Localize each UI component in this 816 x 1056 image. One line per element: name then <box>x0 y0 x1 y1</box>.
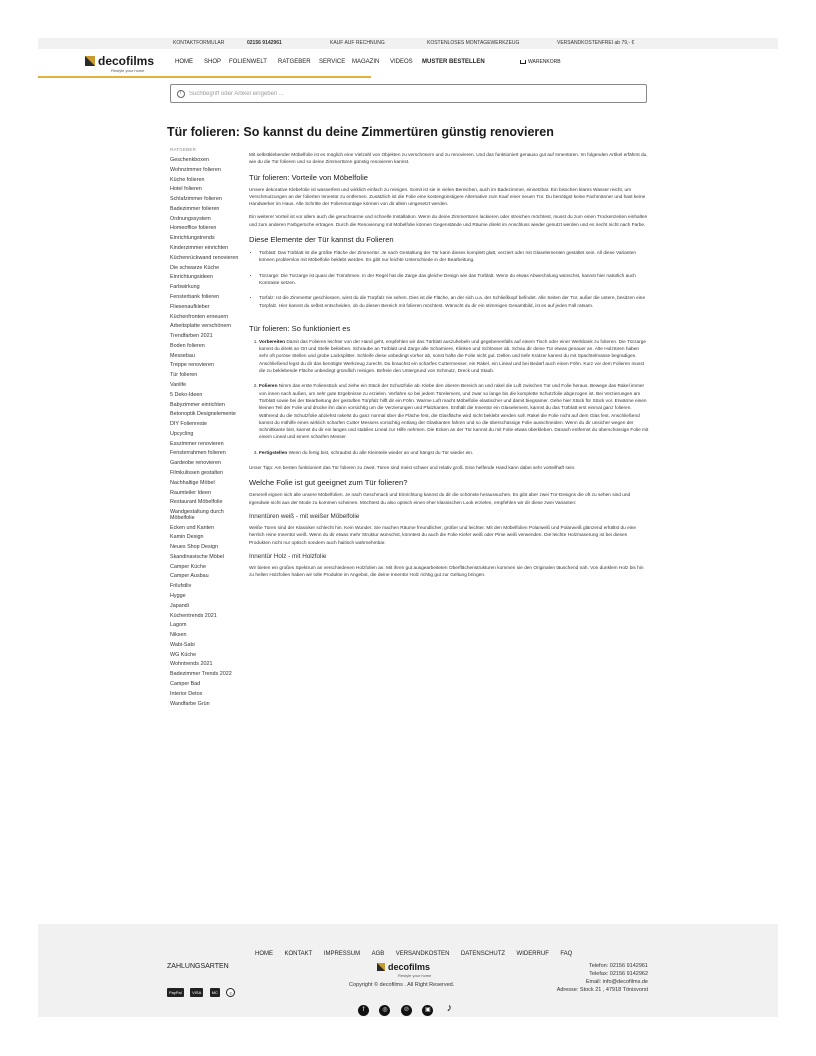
top-info-bar <box>38 38 778 49</box>
page-title: Tür folieren: So kannst du deine Zimmertüren günstig renovieren <box>167 125 554 139</box>
steps-list <box>259 339 649 457</box>
heading-elemente: Diese Elemente der Tür kannst du Folieren <box>249 235 394 245</box>
footer-link-versandkosten[interactable]: VERSANDKOSTEN <box>395 951 450 957</box>
sidebar-item[interactable]: Tür folieren <box>170 372 198 379</box>
sidebar-item[interactable]: Wandfarbe Grün <box>170 700 210 707</box>
sidebar-item[interactable]: Filmkulissen gestalten <box>170 470 224 476</box>
sidebar-item[interactable]: Küchentrends 2021 <box>170 612 217 619</box>
paragraph: Weiße Türen sind der Klassiker schlecht hin. Kein Wunder. Sie machen Räume freundlicher, größer und leichter. Mit den Möbelfolien Polarweiß und Polarweiß glänzend erhältst du eine herrlich reine Innentür weiß. Wenn du dir etwas mehr Struktur wünschst, könntest du auch die Folie Kiefer weiß oder Pinie weiß verwenden. Die leichte Holzmaserung ist bei diesen Produkten nicht nur optisch sondern auch haitisch wahrnehmbar. <box>249 525 637 546</box>
contact-form-link[interactable]: KONTAKTFORMULAR <box>173 40 225 46</box>
sidebar-item[interactable]: Upcycling <box>170 430 194 437</box>
nav-service[interactable]: SERVICE <box>319 59 346 65</box>
heading-weiss: Innentüren weiß - mit weißer Möbelfolie <box>249 512 360 520</box>
sidebar-item[interactable]: Einrichtungsideen <box>170 274 213 281</box>
invoice-info: KAUF AUF RECHNUNG <box>330 40 385 46</box>
sidebar-item[interactable]: Frilufstliv <box>170 583 192 590</box>
footer-link-widerruf[interactable]: WIDERRUF <box>516 951 549 957</box>
site-footer <box>38 924 778 1017</box>
sidebar-item[interactable]: Raumteiler Ideen <box>170 489 212 496</box>
site-logo[interactable]: decofilms Restyle your home <box>85 54 165 74</box>
nav-magazin[interactable]: MAGAZIN <box>352 59 380 65</box>
sidebar-item[interactable]: Vanlife <box>170 381 187 388</box>
copyright: Copyright © decofilms . All Right Reserved. <box>349 982 455 988</box>
sidebar-item[interactable]: 5 Deko-Ideen <box>170 391 203 398</box>
visa-icon: VISA <box>192 990 202 996</box>
footer-links <box>255 942 579 960</box>
cart-link[interactable]: WARENKORB <box>520 59 561 65</box>
sidebar-item[interactable]: Wabi-Sabi <box>170 641 195 648</box>
sidebar-item[interactable]: Geschenkboxen <box>170 157 209 163</box>
paragraph: Wir bieten ein großes Spektrum an verschiedenen Holzfolien an. Mit ihren gut ausgearbeiteten Oberflächenstrukturen kommen sie den Originalen täuschend nah. Von dunklem Holz bis hin zu hellen Holzfolien haben wir tolle Produkte im Angebot, die deine Innentür Holz richtig gut zur Geltung bringen. <box>249 565 644 579</box>
payment-title: ZAHLUNGSARTEN <box>167 963 229 970</box>
paragraph: Ein weiterer Vorteil ist vor allem auch die geruchsarme und schnelle Installation. Wenn du deine Zimmertüren lackieren oder streichen möchtest, musst du zum einen Trockenzeiten einhalten und zum anderen Farbgerüche ertragen. Durch die Renovierung mit Möbelfolie können Gegenstände und Räume direkt im Anschluss wieder genutzt werden und es riecht nicht nach Farbe. <box>249 215 648 228</box>
sidebar <box>170 147 240 711</box>
heading-funktion: Tür folieren: So funktioniert es <box>249 323 351 333</box>
sidebar-item[interactable]: Kinderzimmer einrichten <box>170 245 229 252</box>
sidebar-item[interactable]: Fensterbank folieren <box>170 293 220 300</box>
footer-address: Adresse: Stock 21 , 47918 Tönisvorst <box>556 987 648 993</box>
paragraph: Unsere dekorative Klebefolie ist wasserfest und wirklich einfach zu reinigen. Somit ist sie in vielen Bereichen, auch im Badezimmer, einsetzbar. Ein bisschen klares Wasser reicht, um Verschmutzungen an der folierten Innentür zu entfernen. Zusätzlich ist die Folie eine kostengünstigere Alternative zum Kauf einer neuen Tür. Du benötigst keine Fachmänner und hast keine Handwerker im Haus. Alle Schritte der Folienmontage können von dir allein umgesetzt werden. <box>249 187 646 208</box>
footer-link-kontakt[interactable]: KONTAKT <box>284 951 313 957</box>
sidebar-item[interactable]: Ordnungssystem <box>170 215 211 222</box>
sidebar-item[interactable]: Neues Shop Design <box>170 544 218 551</box>
social-links <box>358 998 461 1016</box>
sidebar-item[interactable]: Nachhaltige Möbel <box>170 479 215 486</box>
footer-email[interactable]: Email: info@decofilms.de <box>585 979 648 985</box>
sidebar-item[interactable]: Homeoffice folieren <box>170 225 217 232</box>
sidebar-item[interactable]: Küchenrückwand renovieren <box>170 254 239 261</box>
sidebar-item[interactable]: Gardeobe renovieren <box>170 460 221 467</box>
footer-link-faq[interactable]: FAQ <box>560 951 573 957</box>
sidebar-item[interactable]: DIY Folienreste <box>170 421 208 428</box>
list-item: 2. Folieren Nimm das erste Folienstück und ziehe ein Stück der Schutzfolie ab. Klebe den oberen Bereich an und rakel die Luft zwischen Tür und Folie heraus. Bewege das Rakel immer von innen nach außen, um sehr gute Ergebnisse zu erzielen. Verfahre so bei jedem Türelement, und zwar so lange bis die komplette Schutzfolie abgezogen ist. Bei Verzierungen am Türblatt sowie bei der Bearbeitung der gestuften Türpfalz hilft dir ein Föhn. Warme Luft macht Möbelfolie elastischer und damit biegsamer. Gehe hier Stück für Stück vor. Erwärme einen kleinen Teil der Folie und drücke ihn dann vorsichtig um die Verzierungen und Pfalzkanten. Enthält die Innentür ein Glaselement, kannst du das Türblatt erst einmal ganz folieren. Während du die Schutzfolie abziehst rakelst du ganz normal über die Fläche fest, die Glasfläche wird nicht beklebt werden soll. Rakel die Folie nicht auf dem Glas fest. Anschließend kannst du mithilfe eines wirklich scharfen Cutter Messers vorsichtig entlang der Glaskanten fahren und so die überschüssige Folie ausschneiden. Wenn du dir unsicher wegen der Schnittkante bist, kannst du dir ein langes und stabiles Lineal zur Hilfe nehmen. Die Ecken an der Tür kannst du mit Folie etwas überkleben. Danach entfernst du überschüssige Folie mit einem Lineal und einem scharfen Messer. <box>259 383 649 441</box>
search-input[interactable] <box>189 88 629 100</box>
mastercard-icon: MC <box>211 990 218 996</box>
heading-holz: Innentür Holz - mit Holzfolie <box>249 552 327 560</box>
header-accent-line <box>38 76 371 78</box>
sidebar-item[interactable]: Camper Ausbau <box>170 573 209 580</box>
sidebar-item[interactable]: Camper Bad <box>170 681 201 687</box>
sidebar-item[interactable]: Niksen <box>170 632 187 639</box>
list-item: • Türblatt: Das Türblatt ist die größte Fläche der Zimmertür. Je nach Gestaltung der Tür kann dieses komplett glatt, verziert oder mit Glaselementen gestaltet sein. All diese Varianten können problemlos mit Möbelfolie beklebt werden. Es gibt nur leichte Unterschiede in der Bearbeitung. <box>259 250 649 265</box>
other-payment-icon: © <box>226 988 235 997</box>
nav-shop[interactable]: SHOP <box>204 59 222 65</box>
sidebar-item[interactable]: Betonoptik Designelemente <box>170 411 236 418</box>
sidebar-item[interactable]: Fensterrahmen folieren <box>170 450 226 457</box>
list-item: 3. Fertigstellen Wenn du fertig bist, schraubst du alle Kleinteile wieder an und hängst du Tür wieder ein. <box>259 450 649 457</box>
cart-icon <box>520 60 526 64</box>
list-item: • Türfalz: Ist die Zimmertür geschlossen, wirst du die Türpfalz nie sehen. Dies ist die Fläche, an der sich u.a. der Schließkopf befindet. Alle Seiten der Tür, außer die untere, besitzen eine Türpfalz. Hier kannst du selbst entscheiden, ob du diesen Bereich mit folieren möchtest. Wünscht du dir ein stimmiges Gesamtbild, ist es auf jeden Fall ratsam. <box>259 295 649 310</box>
top-phone: 02156 9142961 <box>247 40 282 46</box>
nav-ratgeber[interactable]: RATGEBER <box>278 59 311 65</box>
footer-phone: Telefon: 02156 9142961 <box>588 963 648 969</box>
logo-mark-icon <box>377 963 385 971</box>
sidebar-list <box>170 158 240 707</box>
sidebar-item[interactable]: Badezimmer folieren <box>170 205 220 212</box>
sidebar-item[interactable]: Schlafzimmer folieren <box>170 196 222 203</box>
facebook-icon[interactable]: f <box>358 1005 369 1016</box>
nav-folienwelt[interactable]: FOLIENWELT <box>229 59 267 65</box>
paypal-icon: PayPal <box>169 990 182 996</box>
tip-paragraph: Unser Tipp: Am besten funktioniert das Tür folieren zu zweit. Türen sind meist schwer und relativ groß. Eine helfende Hand kann dabei sehr vorteilhaft sein. <box>249 466 576 472</box>
sidebar-item[interactable]: Hotel folieren <box>170 186 202 193</box>
nav-videos[interactable]: VIDEOS <box>390 59 413 65</box>
article-content <box>249 152 649 585</box>
shipping-info: VERSANDKOSTENFREI ab 79,- € <box>557 40 635 46</box>
sidebar-item[interactable]: Einrichtungstrends <box>170 235 215 242</box>
sidebar-item[interactable]: Hygge <box>170 592 186 599</box>
sidebar-heading: RATGEBER <box>170 147 197 152</box>
sidebar-item[interactable]: Interior Detox <box>170 690 203 697</box>
logo-mark-icon <box>85 56 95 66</box>
footer-link-home[interactable]: HOME <box>255 951 273 957</box>
footer-link-impressum[interactable]: IMPRESSUM <box>323 951 361 957</box>
sidebar-item[interactable]: Arbeitsplatte verschönern <box>170 323 232 330</box>
heading-welche: Welche Folie ist gut geeignet zum Tür folieren? <box>249 478 408 488</box>
sidebar-item[interactable]: Küche folieren <box>170 176 205 183</box>
sidebar-item[interactable]: Küchenfronten erneuern <box>170 313 229 320</box>
pinterest-icon[interactable]: ℗ <box>401 1005 412 1016</box>
sidebar-item[interactable]: Babyzimmer einrichten <box>170 401 225 408</box>
footer-link-agb[interactable]: AGB <box>371 951 385 957</box>
elements-list <box>259 250 649 310</box>
tool-info: KOSTENLOSES MONTAGEWERKZEUG <box>427 40 520 46</box>
sidebar-item[interactable]: Treppe renovieren <box>170 362 214 369</box>
sidebar-item[interactable]: Farbwirkung <box>170 284 200 291</box>
sidebar-item[interactable]: Badezimmer Trends 2022 <box>170 671 232 678</box>
heading-vorteile: Tür folieren: Vorteile von Möbelfolie <box>249 172 369 182</box>
sidebar-item[interactable]: Skandinavische Möbel <box>170 553 224 560</box>
sidebar-item[interactable]: Wohnzimmer folieren <box>170 166 221 173</box>
instagram-icon[interactable]: ◎ <box>379 1005 390 1016</box>
footer-contact <box>557 962 648 994</box>
sidebar-item[interactable]: Camper Küche <box>170 563 206 570</box>
sidebar-item[interactable]: Esszimmer renovieren <box>170 440 224 447</box>
sidebar-item[interactable]: Kamin Design <box>170 534 204 541</box>
sidebar-item[interactable]: Japandi <box>170 602 189 609</box>
sidebar-item[interactable]: Trendfarben 2021 <box>170 333 213 340</box>
sidebar-item[interactable]: Fliesenaufkleber <box>170 303 210 310</box>
paragraph: Generell eignen sich alle unsere Möbelfolien. Je nach Geschmack und Einrichtung kannst du dir die schönste heraussuchen. Es gibt aber zwei Tür-Designs die oft zu sehen sind und irgendwie nicht aus der Mode zu kommen scheinen. Möchtest du also optisch einen eher klassischen Look erzielen, empfehlen wir dir diese zwei Varianten: <box>249 493 631 506</box>
nav-muster-bestellen[interactable]: MUSTER BESTELLEN <box>422 59 485 65</box>
info-icon <box>177 90 185 98</box>
search-box <box>170 84 647 103</box>
youtube-icon[interactable]: ▣ <box>422 1005 433 1016</box>
sidebar-item[interactable]: Wandgestaltung durch Möbelfolie <box>170 509 224 521</box>
list-item: • Türzarge: Die Türzarge ist quasi der Türrahmen. In der Regel hat die Zarge das gleiche Design wie das Türblatt. Wenn du etwas Abwechslung wünschst, kannst hier natürlich auch Kontraste setzen. <box>259 273 649 288</box>
footer-logo[interactable]: decofilms Restyle your home <box>377 962 447 980</box>
sidebar-item[interactable]: WG Küche <box>170 651 197 658</box>
intro-paragraph: Mit selbstklebender Möbelfolie ist es möglich eine Vielzahl von Objekten zu verschönern und zu renovieren. Und das funktioniert genauso gut auf Innentüren. Im folgenden Artikel erfährst du, wie du die Tür folieren und so deine Zimmertüren günstig renovieren kannst. <box>249 153 648 166</box>
payment-methods <box>167 984 237 1002</box>
nav-home[interactable]: HOME <box>175 59 193 65</box>
tiktok-icon[interactable]: ♪ <box>446 1002 453 1014</box>
sidebar-item[interactable]: Die schwarze Küche <box>170 264 220 271</box>
site-header <box>38 49 778 76</box>
footer-fax: Telefax: 02156 9142962 <box>589 971 648 977</box>
sidebar-item[interactable]: Boden folieren <box>170 342 205 349</box>
sidebar-item[interactable]: Restaurant Möbelfolie <box>170 499 223 506</box>
sidebar-item[interactable]: Ecken und Kanten <box>170 524 215 531</box>
sidebar-item[interactable]: Lagom <box>170 622 187 629</box>
footer-link-datenschutz[interactable]: DATENSCHUTZ <box>460 951 506 957</box>
list-item: 1. Vorbereiten Damit das Folieren leichter von der Hand geht, empfehlen wir das Türblatt auszuhebeln und gegebenenfalls auf einem Tisch oder einer Werkbank zu folieren. Die Türzarge kannst du direkt an Ort und Stelle bekleben. Schraube an Türblatt und Zarge alle Scharniere, Klinken und Schlösser ab. Schau dir deine Tür etwas genauer an. Alte Holztüren haben sehr oft poröse Stellen und grobe Lacksplitter. Schleife diese unbedingt vorher ab, sonst hafte die Folie nicht gut. Dellen und tiefe Kratzer kannst du mit Spachtelmasse begradigen. Anschließend legst du dir das benötigte Werkzeug zurecht. Du brauchst ein scharfes Cuttermesser, ein Rakel, ein Lineal und bei Bedarf auch einen Föhn. Kurz vor dem Folieren musst die zu beklebende Fläche unbedingt gründlich reinigen. Befreie den Untergrund von Schmutz, Dreck und Staub. <box>259 339 649 375</box>
sidebar-item[interactable]: Messebau <box>170 352 195 359</box>
sidebar-item[interactable]: Wohntrends 2021 <box>170 661 213 668</box>
